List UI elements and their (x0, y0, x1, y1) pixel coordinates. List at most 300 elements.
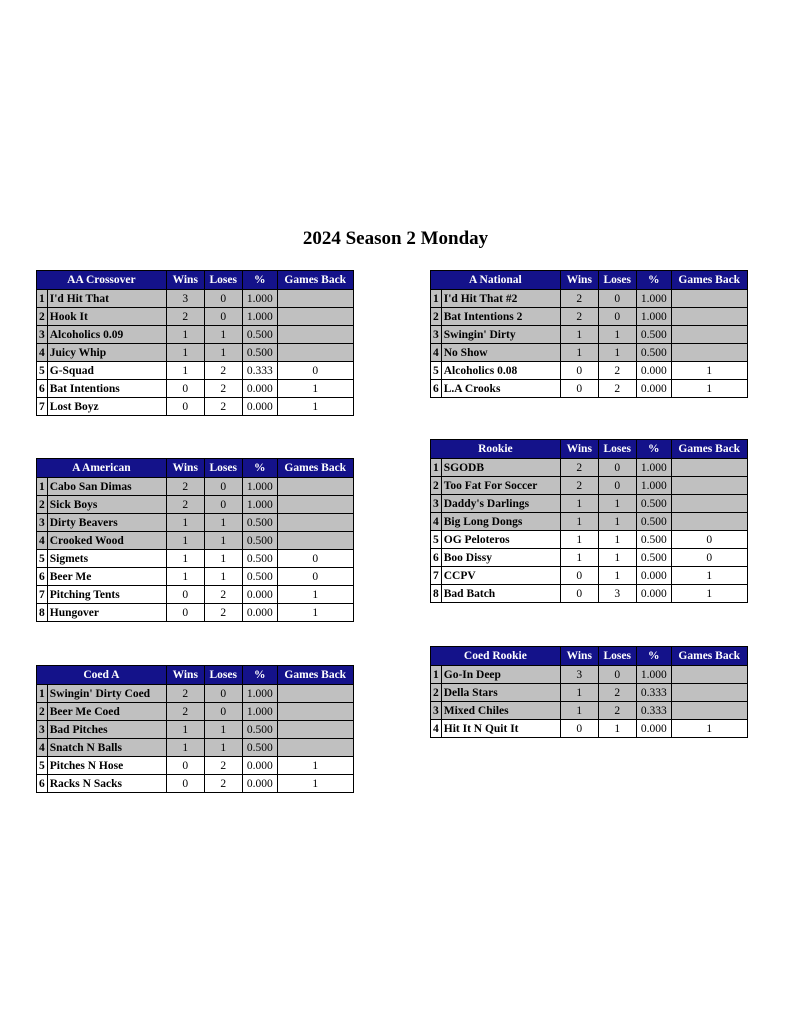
games-back-cell: 1 (671, 720, 747, 738)
rank-cell: 2 (37, 703, 48, 721)
loses-header: Loses (204, 459, 242, 478)
rank-cell: 6 (431, 549, 442, 567)
loses-cell: 1 (204, 532, 242, 550)
pct-header: % (636, 647, 671, 666)
pct-cell: 0.500 (242, 326, 277, 344)
pct-cell: 1.000 (242, 478, 277, 496)
table-row (37, 308, 354, 326)
loses-header: Loses (598, 440, 636, 459)
wins-cell: 1 (560, 549, 598, 567)
loses-header: Loses (598, 647, 636, 666)
wins-cell: 1 (166, 568, 204, 586)
table-row (431, 531, 748, 549)
team-name-cell: Della Stars (441, 684, 560, 702)
loses-cell: 0 (204, 703, 242, 721)
rank-cell: 2 (431, 308, 442, 326)
team-name-cell: Big Long Dongs (441, 513, 560, 531)
loses-cell: 0 (598, 459, 636, 477)
games-back-cell (671, 344, 747, 362)
rank-cell: 5 (37, 362, 48, 380)
wins-header: Wins (166, 271, 204, 290)
table-row (431, 495, 748, 513)
rank-cell: 7 (37, 398, 48, 416)
loses-cell: 1 (598, 495, 636, 513)
team-name-cell: Bat Intentions 2 (441, 308, 560, 326)
games-back-cell: 1 (671, 362, 747, 380)
table-header-row (431, 440, 748, 459)
wins-cell: 1 (560, 326, 598, 344)
table-header-row (37, 271, 354, 290)
table-row (37, 496, 354, 514)
standings-table-rookie (430, 439, 748, 603)
loses-cell: 2 (204, 604, 242, 622)
team-name-cell: Sick Boys (47, 496, 166, 514)
loses-cell: 0 (204, 478, 242, 496)
team-name-cell: Sigmets (47, 550, 166, 568)
pct-header: % (242, 459, 277, 478)
games-back-cell (277, 290, 353, 308)
rank-cell: 5 (37, 550, 48, 568)
games-back-cell: 1 (277, 775, 353, 793)
team-name-cell: Juicy Whip (47, 344, 166, 362)
rank-cell: 1 (37, 685, 48, 703)
table-row (37, 685, 354, 703)
games-back-cell (671, 290, 747, 308)
table-row (431, 684, 748, 702)
table-row (431, 308, 748, 326)
table-row (431, 720, 748, 738)
table-row (37, 739, 354, 757)
team-name-cell: Hit It N Quit It (441, 720, 560, 738)
pct-cell: 0.500 (636, 344, 671, 362)
wins-cell: 2 (560, 459, 598, 477)
rank-cell: 1 (431, 459, 442, 477)
rank-cell: 7 (431, 567, 442, 585)
rank-cell: 6 (37, 775, 48, 793)
division-name: Coed Rookie (431, 647, 561, 666)
table-row (431, 666, 748, 684)
loses-header: Loses (204, 271, 242, 290)
wins-cell: 1 (166, 344, 204, 362)
games-back-cell: 1 (277, 757, 353, 775)
pct-cell: 0.333 (636, 684, 671, 702)
games-back-cell: 1 (277, 398, 353, 416)
pct-cell: 1.000 (242, 703, 277, 721)
rank-cell: 5 (37, 757, 48, 775)
pct-cell: 0.000 (242, 586, 277, 604)
wins-cell: 1 (166, 362, 204, 380)
games-back-cell (277, 514, 353, 532)
games-back-header: Games Back (277, 459, 353, 478)
wins-cell: 2 (166, 308, 204, 326)
rank-cell: 8 (37, 604, 48, 622)
wins-cell: 1 (560, 531, 598, 549)
table-row (431, 290, 748, 308)
loses-cell: 0 (204, 496, 242, 514)
pct-cell: 0.000 (636, 567, 671, 585)
wins-cell: 0 (560, 585, 598, 603)
pct-header: % (636, 271, 671, 290)
team-name-cell: Beer Me (47, 568, 166, 586)
loses-cell: 2 (204, 362, 242, 380)
games-back-cell (277, 308, 353, 326)
games-back-header: Games Back (277, 666, 353, 685)
pct-cell: 0.500 (242, 550, 277, 568)
wins-cell: 0 (560, 380, 598, 398)
loses-header: Loses (204, 666, 242, 685)
pct-cell: 0.000 (242, 398, 277, 416)
loses-cell: 1 (598, 720, 636, 738)
team-name-cell: Pitching Tents (47, 586, 166, 604)
pct-cell: 0.000 (242, 757, 277, 775)
table-header-row (37, 459, 354, 478)
pct-cell: 1.000 (636, 477, 671, 495)
team-name-cell: Too Fat For Soccer (441, 477, 560, 495)
wins-cell: 0 (166, 604, 204, 622)
rank-cell: 6 (431, 380, 442, 398)
wins-cell: 1 (560, 513, 598, 531)
games-back-cell (671, 495, 747, 513)
team-name-cell: CCPV (441, 567, 560, 585)
table-row (37, 586, 354, 604)
wins-cell: 1 (166, 739, 204, 757)
table-row (37, 290, 354, 308)
loses-cell: 0 (598, 477, 636, 495)
wins-cell: 1 (560, 495, 598, 513)
games-back-cell (671, 702, 747, 720)
loses-cell: 3 (598, 585, 636, 603)
pct-cell: 0.000 (636, 362, 671, 380)
rank-cell: 4 (431, 720, 442, 738)
wins-cell: 0 (166, 757, 204, 775)
team-name-cell: No Show (441, 344, 560, 362)
team-name-cell: Go-In Deep (441, 666, 560, 684)
rank-cell: 1 (37, 290, 48, 308)
rank-cell: 1 (431, 666, 442, 684)
team-name-cell: Racks N Sacks (47, 775, 166, 793)
table-row (37, 721, 354, 739)
pct-cell: 0.000 (636, 585, 671, 603)
team-name-cell: I'd Hit That #2 (441, 290, 560, 308)
pct-cell: 0.500 (636, 326, 671, 344)
wins-cell: 0 (560, 362, 598, 380)
loses-cell: 0 (204, 308, 242, 326)
wins-cell: 1 (166, 550, 204, 568)
wins-cell: 0 (166, 586, 204, 604)
table-header-row (431, 271, 748, 290)
wins-header: Wins (560, 440, 598, 459)
team-name-cell: Lost Boyz (47, 398, 166, 416)
wins-cell: 0 (560, 567, 598, 585)
wins-cell: 1 (166, 326, 204, 344)
pct-cell: 1.000 (636, 290, 671, 308)
loses-cell: 1 (204, 568, 242, 586)
pct-cell: 1.000 (242, 685, 277, 703)
rank-cell: 5 (431, 362, 442, 380)
table-row (37, 775, 354, 793)
table-header-row (431, 647, 748, 666)
games-back-cell (671, 666, 747, 684)
games-back-header: Games Back (671, 440, 747, 459)
table-header-row (37, 666, 354, 685)
table-row (431, 477, 748, 495)
loses-cell: 1 (598, 513, 636, 531)
page-title: 2024 Season 2 Monday (302, 228, 489, 249)
rank-cell: 1 (37, 478, 48, 496)
table-row (37, 362, 354, 380)
games-back-cell (277, 685, 353, 703)
rank-cell: 4 (37, 532, 48, 550)
games-back-cell: 0 (671, 549, 747, 567)
wins-cell: 0 (166, 775, 204, 793)
rank-cell: 2 (431, 477, 442, 495)
pct-cell: 0.000 (242, 775, 277, 793)
loses-cell: 2 (598, 702, 636, 720)
wins-cell: 1 (560, 344, 598, 362)
pct-cell: 0.500 (242, 721, 277, 739)
team-name-cell: Alcoholics 0.09 (47, 326, 166, 344)
games-back-cell: 1 (277, 380, 353, 398)
wins-header: Wins (166, 666, 204, 685)
wins-cell: 3 (560, 666, 598, 684)
rank-cell: 4 (37, 344, 48, 362)
loses-cell: 1 (204, 739, 242, 757)
table-row (431, 549, 748, 567)
pct-cell: 0.500 (242, 568, 277, 586)
pct-cell: 0.500 (242, 344, 277, 362)
loses-cell: 2 (204, 398, 242, 416)
loses-cell: 2 (204, 775, 242, 793)
games-back-cell: 0 (671, 531, 747, 549)
table-row (37, 604, 354, 622)
rank-cell: 1 (431, 290, 442, 308)
team-name-cell: Bad Batch (441, 585, 560, 603)
wins-cell: 2 (166, 685, 204, 703)
loses-cell: 1 (598, 567, 636, 585)
pct-cell: 0.500 (636, 495, 671, 513)
pct-cell: 0.000 (242, 604, 277, 622)
wins-header: Wins (560, 271, 598, 290)
wins-header: Wins (166, 459, 204, 478)
loses-cell: 1 (598, 549, 636, 567)
team-name-cell: Swingin' Dirty Coed (47, 685, 166, 703)
team-name-cell: Snatch N Balls (47, 739, 166, 757)
table-row (37, 514, 354, 532)
wins-cell: 3 (166, 290, 204, 308)
pct-header: % (242, 666, 277, 685)
table-row (37, 550, 354, 568)
rank-cell: 3 (37, 514, 48, 532)
table-row (37, 326, 354, 344)
pct-cell: 1.000 (242, 308, 277, 326)
team-name-cell: Pitches N Hose (47, 757, 166, 775)
pct-cell: 0.333 (242, 362, 277, 380)
division-name: AA Crossover (37, 271, 167, 290)
table-row (431, 459, 748, 477)
rank-cell: 5 (431, 531, 442, 549)
pct-cell: 0.000 (242, 380, 277, 398)
table-row (431, 380, 748, 398)
table-row (37, 398, 354, 416)
table-row (431, 344, 748, 362)
wins-cell: 2 (560, 477, 598, 495)
pct-cell: 0.500 (636, 513, 671, 531)
standings-table-a-american (36, 458, 354, 622)
games-back-cell (277, 739, 353, 757)
loses-cell: 1 (204, 344, 242, 362)
rank-cell: 2 (37, 496, 48, 514)
rank-cell: 7 (37, 586, 48, 604)
games-back-cell (671, 326, 747, 344)
rank-cell: 6 (37, 568, 48, 586)
pct-cell: 1.000 (242, 496, 277, 514)
loses-cell: 2 (204, 586, 242, 604)
loses-cell: 1 (204, 326, 242, 344)
table-row (431, 702, 748, 720)
games-back-cell: 1 (671, 380, 747, 398)
loses-cell: 0 (598, 290, 636, 308)
pct-cell: 0.500 (242, 514, 277, 532)
wins-cell: 1 (560, 684, 598, 702)
standings-table-a-national (430, 270, 748, 398)
wins-cell: 2 (166, 496, 204, 514)
loses-cell: 2 (598, 362, 636, 380)
games-back-cell: 0 (277, 568, 353, 586)
rank-cell: 3 (37, 326, 48, 344)
rank-cell: 2 (431, 684, 442, 702)
pct-cell: 1.000 (636, 308, 671, 326)
table-row (431, 326, 748, 344)
games-back-cell (277, 721, 353, 739)
pct-header: % (636, 440, 671, 459)
games-back-cell: 1 (671, 567, 747, 585)
loses-cell: 2 (598, 380, 636, 398)
team-name-cell: I'd Hit That (47, 290, 166, 308)
team-name-cell: Cabo San Dimas (47, 478, 166, 496)
loses-cell: 2 (204, 380, 242, 398)
games-back-header: Games Back (277, 271, 353, 290)
games-back-cell (671, 513, 747, 531)
wins-cell: 1 (560, 702, 598, 720)
loses-cell: 0 (598, 666, 636, 684)
games-back-cell (277, 478, 353, 496)
wins-cell: 1 (166, 532, 204, 550)
rank-cell: 4 (431, 344, 442, 362)
rank-cell: 4 (37, 739, 48, 757)
games-back-cell (277, 496, 353, 514)
pct-cell: 0.333 (636, 702, 671, 720)
wins-cell: 2 (166, 478, 204, 496)
rank-cell: 6 (37, 380, 48, 398)
loses-cell: 0 (204, 290, 242, 308)
table-row (431, 567, 748, 585)
loses-cell: 1 (598, 531, 636, 549)
games-back-cell (671, 477, 747, 495)
team-name-cell: Swingin' Dirty (441, 326, 560, 344)
wins-cell: 1 (166, 721, 204, 739)
wins-cell: 0 (166, 398, 204, 416)
games-back-header: Games Back (671, 647, 747, 666)
division-name: Rookie (431, 440, 561, 459)
games-back-cell: 0 (277, 362, 353, 380)
loses-cell: 2 (204, 757, 242, 775)
pct-cell: 1.000 (636, 459, 671, 477)
team-name-cell: G-Squad (47, 362, 166, 380)
team-name-cell: Bat Intentions (47, 380, 166, 398)
team-name-cell: Beer Me Coed (47, 703, 166, 721)
wins-cell: 0 (560, 720, 598, 738)
table-row (431, 585, 748, 603)
team-name-cell: Dirty Beavers (47, 514, 166, 532)
games-back-cell (671, 308, 747, 326)
rank-cell: 4 (431, 513, 442, 531)
games-back-header: Games Back (671, 271, 747, 290)
wins-cell: 2 (560, 308, 598, 326)
loses-cell: 2 (598, 684, 636, 702)
games-back-cell: 1 (277, 586, 353, 604)
team-name-cell: Hungover (47, 604, 166, 622)
team-name-cell: SGODB (441, 459, 560, 477)
team-name-cell: Boo Dissy (441, 549, 560, 567)
table-row (431, 513, 748, 531)
games-back-cell: 1 (671, 585, 747, 603)
loses-cell: 1 (598, 326, 636, 344)
table-row (37, 757, 354, 775)
games-back-cell (277, 532, 353, 550)
games-back-cell (277, 344, 353, 362)
wins-cell: 2 (560, 290, 598, 308)
wins-cell: 1 (166, 514, 204, 532)
team-name-cell: Mixed Chiles (441, 702, 560, 720)
rank-cell: 3 (431, 702, 442, 720)
team-name-cell: Alcoholics 0.08 (441, 362, 560, 380)
pct-cell: 0.500 (636, 549, 671, 567)
games-back-cell: 0 (277, 550, 353, 568)
standings-table-coed-a (36, 665, 354, 793)
games-back-cell (277, 703, 353, 721)
pct-cell: 0.500 (242, 532, 277, 550)
games-back-cell: 1 (277, 604, 353, 622)
table-row (37, 532, 354, 550)
loses-cell: 1 (204, 721, 242, 739)
standings-table-aa-crossover (36, 270, 354, 416)
pct-cell: 0.000 (636, 380, 671, 398)
loses-cell: 1 (598, 344, 636, 362)
rank-cell: 8 (431, 585, 442, 603)
division-name: A National (431, 271, 561, 290)
table-row (431, 362, 748, 380)
loses-header: Loses (598, 271, 636, 290)
team-name-cell: Bad Pitches (47, 721, 166, 739)
division-name: Coed A (37, 666, 167, 685)
division-name: A American (37, 459, 167, 478)
table-row (37, 568, 354, 586)
team-name-cell: Daddy's Darlings (441, 495, 560, 513)
team-name-cell: Crooked Wood (47, 532, 166, 550)
wins-header: Wins (560, 647, 598, 666)
wins-cell: 2 (166, 703, 204, 721)
games-back-cell (671, 459, 747, 477)
team-name-cell: OG Peloteros (441, 531, 560, 549)
rank-cell: 3 (37, 721, 48, 739)
loses-cell: 1 (204, 550, 242, 568)
pct-cell: 0.500 (242, 739, 277, 757)
rank-cell: 2 (37, 308, 48, 326)
table-row (37, 344, 354, 362)
pct-cell: 1.000 (636, 666, 671, 684)
pct-header: % (242, 271, 277, 290)
team-name-cell: Hook It (47, 308, 166, 326)
